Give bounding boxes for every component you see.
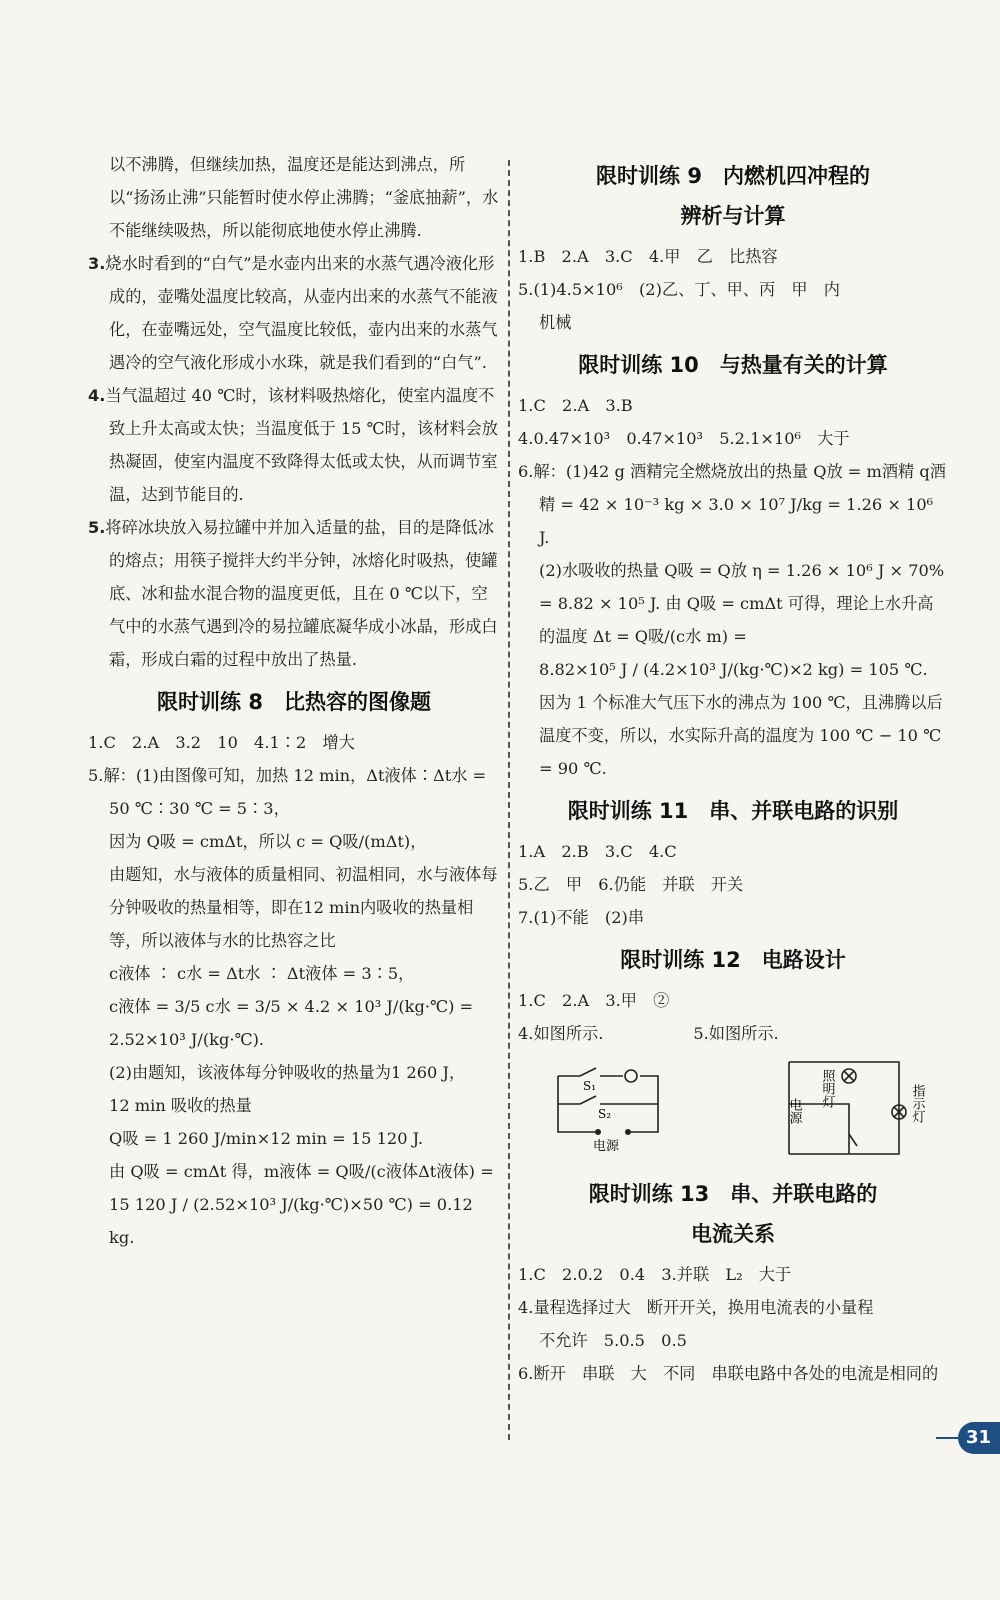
section-heading-9-line2: 辨析与计算 [680, 204, 786, 228]
answer-line: 1.C 2.0.2 0.4 3.并联 L₂ 大于 [518, 1265, 792, 1284]
column-divider [508, 160, 510, 1440]
answer-item-3: 3.烧水时看到的“白气”是水壶内出来的水蒸气遇冷液化形成的，壶嘴处温度比较高，从壶内出来的水蒸气不能液化，在壶嘴远处，空气温度比较低，壶内出来的水蒸气遇冷的空气液化形成小水珠，就是我们看到的“白气”. [88, 254, 498, 372]
answer-line: 4.量程选择过大 断开开关，换用电流表的小量程 [518, 1298, 874, 1317]
answer-line: 12 min 吸收的热量 [109, 1096, 252, 1115]
answer-line: c液体 ∶ c水 = Δt水 ∶ Δt液体 = 3∶5， [109, 964, 415, 983]
answer-line: 4.0.47×10³ 0.47×10³ 5.2.1×10⁶ 大于 [518, 429, 850, 448]
answer-line: 5.乙 甲 6.仍能 并联 开关 [518, 875, 744, 894]
section-heading-13-line2: 电流关系 [691, 1222, 775, 1246]
section-heading-10: 限时训练 10 与热量有关的计算 [578, 353, 888, 377]
circuit-diagram-5 [769, 1054, 944, 1164]
answer-line: 2.52×10³ J/(kg·℃). [109, 1030, 265, 1049]
answer-line: 5.解：(1)由图像可知，加热 12 min，Δt液体∶Δt水 = 50 ℃∶30 ℃ = 5∶3， [88, 766, 487, 818]
answer-text: 以不沸腾，但继续加热，温度还是能达到沸点，所以“扬汤止沸”只能暂时使水停止沸腾；“釜底抽薪”，水不能继续吸热，所以能彻底地使水停止沸腾. [109, 155, 499, 240]
answer-line: (2)水吸收的热量 Q吸 = Q放 η = 1.26 × 10⁶ J × 70% = 8.82 × 10⁵ J. 由 Q吸 = cmΔt 可得，理论上水升高的温度 Δt = Q吸/(c水 m) = [539, 561, 945, 646]
section-heading-9: 限时训练 9 内燃机四冲程的 [596, 164, 870, 188]
answer-line: 8.82×10⁵ J / (4.2×10³ J/(kg·℃)×2 kg) = 105 ℃. 因为 1 个标准大气压下水的沸点为 100 ℃，且沸腾以后温度不变，所以，水实际升高的温度为 100 ℃ − 10 ℃ = 90 ℃. [539, 660, 943, 778]
circuit-diagram-4 [528, 1054, 678, 1154]
answer-item-4: 4.当气温超过 40 ℃时，该材料吸热熔化，使室内温度不致上升太高或太快；当温度低于 15 ℃时，该材料会放热凝固，使室内温度不致降得太低或太快，从而调节室温，达到节能目的. [88, 386, 498, 504]
switch-label-s2: S₂ [598, 1107, 612, 1121]
left-column [88, 148, 500, 1254]
answer-line: 4.如图所示. 5.如图所示. [518, 1024, 779, 1043]
answer-line: 6.解：(1)42 g 酒精完全燃烧放出的热量 Q放 = m酒精 q酒精 = 42 × 10⁻³ kg × 3.0 × 10⁷ J/kg = 1.26 × 10⁶ J. [518, 462, 946, 547]
answer-line: 机械 [539, 313, 572, 332]
lamp-label-indicator: 指示灯 [909, 1084, 925, 1123]
answer-line: 1.C 2.A 3.2 10 4.1∶2 增大 [88, 733, 355, 752]
section-heading-11: 限时训练 11 串、并联电路的识别 [567, 799, 899, 823]
circuit-figures [518, 1050, 948, 1168]
answer-line: 1.C 2.A 3.B [518, 396, 633, 415]
right-column [518, 148, 948, 1390]
answer-item-5: 5.将碎冰块放入易拉罐中并加入适量的盐，目的是降低冰的熔点；用筷子搅拌大约半分钟，冰熔化时吸热，使罐底、冰和盐水混合物的温度更低，且在 0 ℃以下，空气中的水蒸气遇到冷的易拉罐底凝华成小冰晶，形成白霜，形成白霜的过程中放出了热量. [88, 518, 498, 669]
answer-line: 由题知，水与液体的质量相同、初温相同，水与液体每分钟吸收的热量相等，即在12 min内吸收的热量相等，所以液体与水的比热容之比 [109, 865, 498, 950]
answer-line: 7.(1)不能 (2)串 [518, 908, 645, 927]
answer-line: 不允许 5.0.5 0.5 [539, 1331, 687, 1350]
answer-line: 1.C 2.A 3.甲 ② [518, 991, 670, 1010]
switch-label-s1: S₁ [583, 1079, 597, 1093]
lamp-label-lighting: 照明灯 [819, 1069, 835, 1108]
power-source-label: 电源 [786, 1098, 802, 1124]
section-heading-12: 限时训练 12 电路设计 [620, 948, 846, 972]
answer-line: 由 Q吸 = cmΔt 得，m液体 = Q吸/(c液体Δt液体) = [109, 1162, 494, 1181]
answer-line: 15 120 J / (2.52×10³ J/(kg·℃)×50 ℃) = 0.12 kg. [109, 1195, 473, 1247]
answer-line: 1.B 2.A 3.C 4.甲 乙 比热容 [518, 247, 778, 266]
answer-line: 因为 Q吸 = cmΔt，所以 c = Q吸/(mΔt)， [109, 832, 427, 851]
answer-line: 1.A 2.B 3.C 4.C [518, 842, 677, 861]
section-heading-8: 限时训练 8 比热容的图像题 [157, 690, 431, 714]
answer-line: (2)由题知，该液体每分钟吸收的热量为1 260 J， [109, 1063, 466, 1082]
answer-line: Q吸 = 1 260 J/min×12 min = 15 120 J. [109, 1129, 424, 1148]
answer-line: 6.断开 串联 大 不同 串联电路中各处的电流是相同的 [518, 1364, 939, 1383]
answer-line: c液体 = 3/5 c水 = 3/5 × 4.2 × 10³ J/(kg·℃) = [109, 997, 474, 1016]
section-heading-13: 限时训练 13 串、并联电路的 [588, 1182, 878, 1206]
power-source-label: 电源 [593, 1139, 620, 1154]
answer-line: 5.(1)4.5×10⁶ (2)乙、丁、甲、丙 甲 内 [518, 280, 840, 299]
page-number: 31 [958, 1422, 1000, 1454]
